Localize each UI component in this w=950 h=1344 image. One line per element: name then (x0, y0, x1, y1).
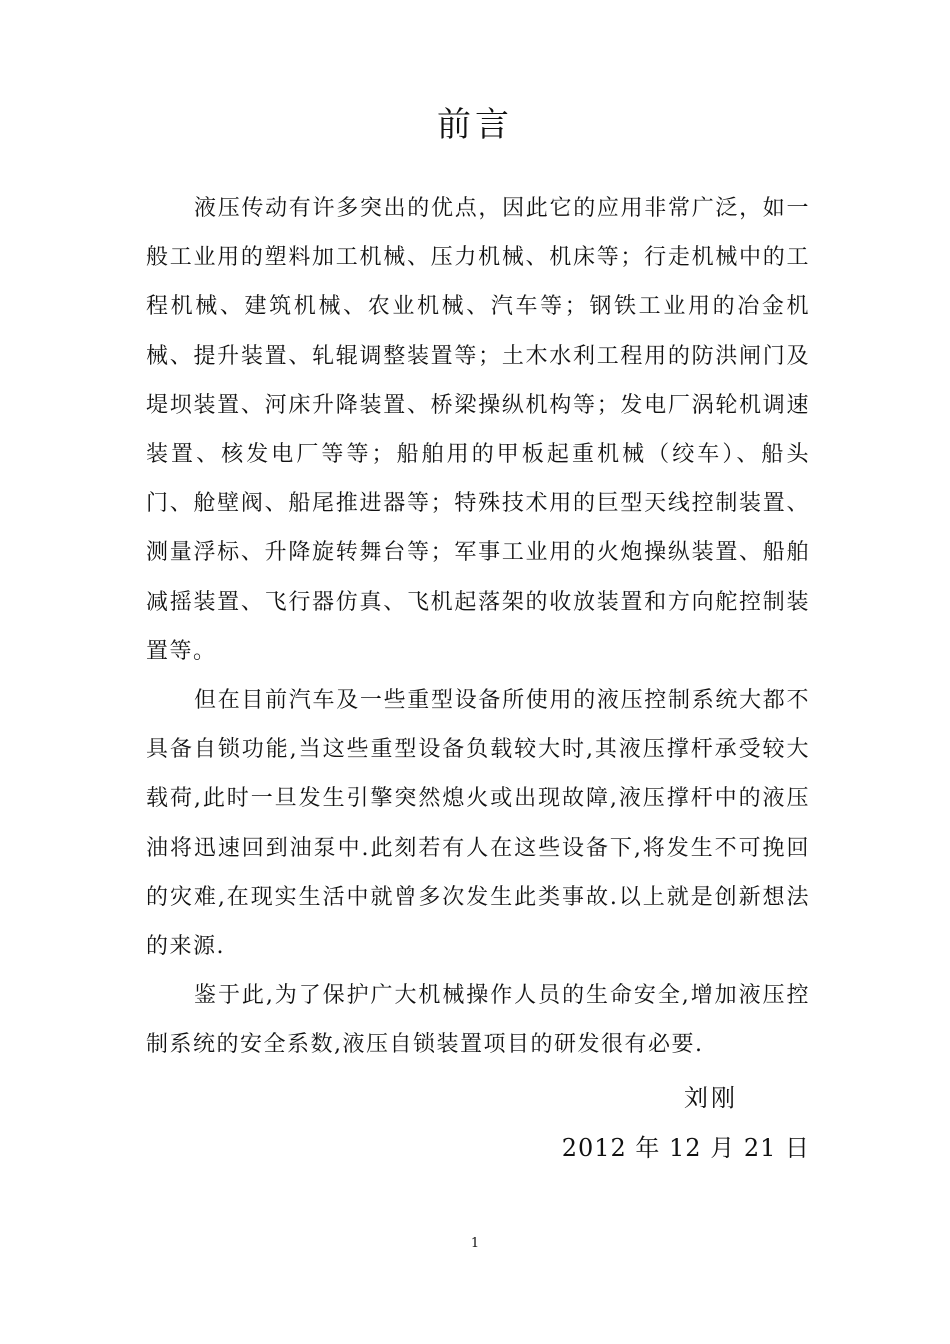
paragraph-1: 液压传动有许多突出的优点，因此它的应用非常广泛，如一般工业用的塑料加工机械、压力机械、机床等；行走机械中的工程机械、建筑机械、农业机械、汽车等；钢铁工业用的冶金机械、提升装置、轧辊调整装置等；土木水利工程用的防洪闸门及堤坝装置、河床升降装置、桥梁操纵机构等；发电厂涡轮机调速装置、核发电厂等等；船舶用的甲板起重机械（绞车）、船头门、舱壁阀、船尾推进器等；特殊技术用的巨型天线控制装置、测量浮标、升降旋转舞台等；军事工业用的火炮操纵装置、船舶减摇装置、飞行器仿真、飞机起落架的收放装置和方向舵控制装置等。 (146, 196, 810, 664)
paragraph-3: 鉴于此,为了保护广大机械操作人员的生命安全,增加液压控制系统的安全系数,液压自锁装置项目的研发很有必要. (146, 983, 810, 1058)
preface-body (146, 184, 810, 1070)
page-title: 前言 (437, 105, 513, 145)
author-name: 刘刚 (684, 1084, 738, 1112)
paragraph-2: 但在目前汽车及一些重型设备所使用的液压控制系统大都不具备自锁功能,当这些重型设备负载较大时,其液压撑杆承受较大载荷,此时一旦发生引擎突然熄火或出现故障,液压撑杆中的液压油将迅速回到油泵中.此刻若有人在这些设备下,将发生不可挽回的灾难,在现实生活中就曾多次发生此类事故.以上就是创新想法的来源. (146, 688, 810, 960)
signature-block (562, 1078, 810, 1168)
page-number: 1 (470, 1236, 480, 1251)
signature-date: 2012 年 12 月 21 日 (561, 1134, 810, 1162)
